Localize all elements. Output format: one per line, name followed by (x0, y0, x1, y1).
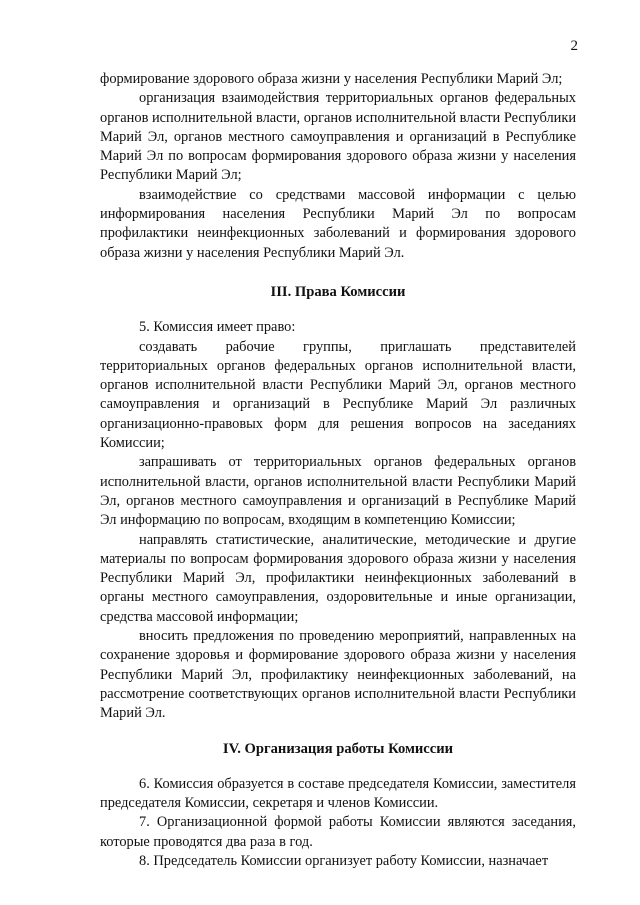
continuation-paragraph: организация взаимодействия территориальных органов федеральных органов исполнительной власти, органов исполнительной власти Республики Марий Эл, органов местного самоуправления и организаций в Республике Марий Эл по вопросам формирования здорового образа жизни у населения Республики Марий Эл; (100, 90, 577, 184)
section-4-item: 8. Председатель Комиссии организует работу Комиссии, назначает (139, 852, 549, 869)
section-3-heading: III. Права Комиссии (270, 283, 406, 300)
document-body (100, 70, 576, 871)
section-4-item: 6. Комиссия образуется в составе председателя Комиссии, заместителя председателя Комиссии, секретаря и членов Комиссии. (100, 775, 576, 812)
section-3-item: вносить предложения по проведению мероприятий, направленных на сохранение здоровья и формирование здорового образа жизни у населения Республики Марий Эл, профилактику неинфекционных заболеваний, на рассмотрение соответствующих органов исполнительной власти Республики Марий Эл. (100, 628, 576, 722)
section-3-item: запрашивать от территориальных органов федеральных органов исполнительной власти, органов исполнительной власти Республики Марий Эл, органов местного самоуправления и организаций в Республике Марий Эл информацию по вопросам, входящим в компетенцию Комиссии; (100, 454, 576, 529)
section-3-item: направлять статистические, аналитические, методические и другие материалы по вопросам формирования здорового образа жизни у населения Республики Марий Эл, профилактики неинфекционных заболеваний в органы местного самоуправления, оздоровительные и иные организации, средства массовой информации; (100, 531, 576, 625)
continuation-paragraph: формирование здорового образа жизни у населения Республики Марий Эл; (100, 71, 563, 87)
section-3-intro: 5. Комиссия имеет право: (139, 319, 296, 336)
page-number: 2 (570, 38, 578, 54)
section-3-item: создавать рабочие группы, приглашать представителей территориальных органов федеральных органов исполнительной власти, органов исполнительной власти Республики Марий Эл, органов местного самоуправления и организаций в Республике Марий Эл различных организационно-правовых форм для решения вопросов на заседаниях Комиссии; (100, 338, 576, 452)
section-4-heading: IV. Организация работы Комиссии (222, 740, 454, 757)
continuation-paragraph: взаимодействие со средствами массовой информации с целью информирования населения Республики Марий Эл по вопросам профилактики неинфекционных заболеваний и формирования здорового образа жизни у населения Республики Марий Эл. (100, 186, 576, 261)
section-4-item: 7. Организационной формой работы Комиссии являются заседания, которые проводятся два раза в год. (100, 814, 576, 850)
